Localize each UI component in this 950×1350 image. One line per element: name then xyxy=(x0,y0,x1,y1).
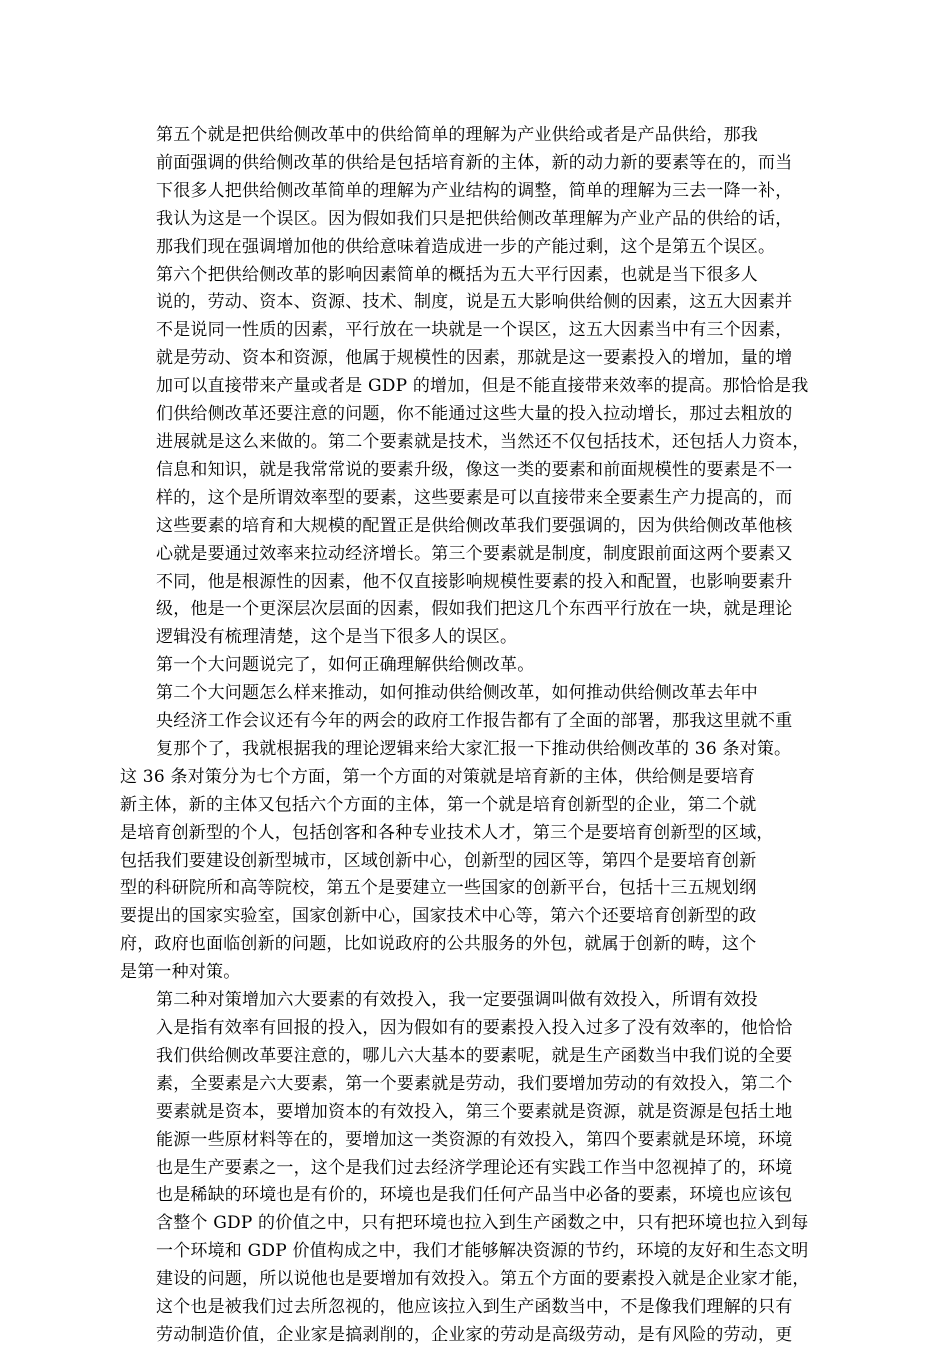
text-line: 府，政府也面临创新的问题，比如说政府的公共服务的外包，就属于创新的畴，这个 xyxy=(120,934,757,955)
text-line: 们供给侧改革还要注意的问题，你不能通过这些大量的投入拉动增长，那过去粗放的 xyxy=(156,404,793,425)
text-line: 这个也是被我们过去所忽视的，他应该拉入到生产函数当中，不是像我们理解的只有 xyxy=(156,1297,793,1318)
text-line: 包括我们要建设创新型城市，区域创新中心，创新型的园区等，第四个是要培育创新 xyxy=(120,850,757,871)
paragraph xyxy=(120,680,835,764)
text-line: 是第一种对策。 xyxy=(120,962,241,983)
text-line: 不是说同一性质的因素，平行放在一块就是一个误区，这五大因素当中有三个因素， xyxy=(156,320,793,341)
text-line: 第二个大问题怎么样来推动，如何推动供给侧改革，如何推动供给侧改革去年中 xyxy=(156,683,758,704)
text-line: 进展就是这么来做的。第二个要素就是技术，当然还不仅包括技术，还包括人力资本， xyxy=(156,431,810,452)
text-line: 入是指有效率有回报的投入，因为假如有的要素投入投入过多了没有效率的，他恰恰 xyxy=(156,1018,793,1038)
text-line: 复那个了，我就根据我的理论逻辑来给大家汇报一下推动供给侧改革的 36 条对策。 xyxy=(156,738,792,759)
text-line: 型的科研院所和高等院校，第五个是要建立一些国家的创新平台，包括十三五规划纲 xyxy=(120,878,757,899)
text-line: 能源一些原材料等在的，要增加这一类资源的有效投入，第四个要素就是环境，环境 xyxy=(156,1129,793,1150)
text-line: 心就是要通过效率来拉动经济增长。第三个要素就是制度，制度跟前面这两个要素又 xyxy=(156,543,793,564)
text-line: 也是生产要素之一，这个是我们过去经济学理论还有实践工作当中忽视掉了的，环境 xyxy=(156,1157,793,1178)
text-line: 不同，他是根源性的因素，他不仅直接影响规模性要素的投入和配置，也影响要素升 xyxy=(156,571,793,592)
text-line: 第六个把供给侧改革的影响因素简单的概括为五大平行因素，也就是当下很多人 xyxy=(156,264,758,285)
paragraph xyxy=(120,987,835,1350)
text-line: 这 36 条对策分为七个方面，第一个方面的对策就是培育新的主体，供给侧是要培育 xyxy=(120,766,756,787)
text-line: 是培育创新型的个人，包括创客和各种专业技术人才，第三个是要培育创新型的区域， xyxy=(120,822,774,843)
text-line: 级，他是一个更深层次层面的因素，假如我们把这几个东西平行放在一块，就是理论 xyxy=(156,599,793,620)
text-line: 逻辑没有梳理清楚，这个是当下很多人的误区。 xyxy=(156,627,518,648)
text-line: 劳动制造价值，企业家是搞剥削的，企业家的劳动是高级劳动，是有风险的劳动，更 xyxy=(156,1324,793,1345)
paragraph xyxy=(120,764,835,987)
paragraph xyxy=(120,122,835,262)
text-line: 第五个就是把供给侧改革中的供给简单的理解为产业供给或者是产品供给，那我 xyxy=(156,125,758,145)
paragraph xyxy=(120,652,835,680)
text-line: 要素就是资本，要增加资本的有效投入，第三个要素就是资源，就是资源是包括土地 xyxy=(156,1101,793,1122)
text-line: 要提出的国家实验室，国家创新中心，国家技术中心等，第六个还要培育创新型的政 xyxy=(120,906,757,927)
text-line: 新主体，新的主体又包括六个方面的主体，第一个就是培育创新型的企业，第二个就 xyxy=(120,794,757,815)
text-line: 下很多人把供给侧改革简单的理解为产业结构的调整，简单的理解为三去一降一补， xyxy=(156,180,793,201)
text-line: 第二种对策增加六大要素的有效投入，我一定要强调叫做有效投入，所谓有效投 xyxy=(156,990,758,1011)
text-line: 含整个 GDP 的价值之中，只有把环境也拉入到生产函数之中，只有把环境也拉入到每 xyxy=(156,1213,809,1234)
text-line: 也是稀缺的环境也是有价的，环境也是我们任何产品当中必备的要素，环境也应该包 xyxy=(156,1185,793,1206)
paragraph xyxy=(120,262,835,653)
text-line: 说的，劳动、资本、资源、技术、制度，说是五大影响供给侧的因素，这五大因素并 xyxy=(156,292,793,313)
text-line: 一个环境和 GDP 价值构成之中，我们才能够解决资源的节约，环境的友好和生态文明 xyxy=(156,1241,809,1262)
text-line: 我们供给侧改革要注意的，哪儿六大基本的要素呢，就是生产函数当中我们说的全要 xyxy=(156,1045,793,1066)
text-line: 第一个大问题说完了，如何正确理解供给侧改革。 xyxy=(156,655,535,676)
text-line: 建设的问题，所以说他也是要增加有效投入。第五个方面的要素投入就是企业家才能， xyxy=(156,1269,810,1290)
text-line: 这些要素的培育和大规模的配置正是供给侧改革我们要强调的，因为供给侧改革他核 xyxy=(156,515,793,536)
document-body xyxy=(120,122,835,1350)
text-line: 前面强调的供给侧改革的供给是包括培育新的主体，新的动力新的要素等在的，而当 xyxy=(156,152,793,173)
text-line: 央经济工作会议还有今年的两会的政府工作报告都有了全面的部署，那我这里就不重 xyxy=(156,711,793,732)
text-line: 我认为这是一个误区。因为假如我们只是把供给侧改革理解为产业产品的供给的话， xyxy=(156,208,793,229)
text-line: 信息和知识，就是我常常说的要素升级，像这一类的要素和前面规模性的要素是不一 xyxy=(156,459,793,480)
text-line: 素，全要素是六大要素，第一个要素就是劳动，我们要增加劳动的有效投入，第二个 xyxy=(156,1073,793,1094)
text-line: 就是劳动、资本和资源，他属于规模性的因素，那就是这一要素投入的增加，量的增 xyxy=(156,348,793,369)
text-line: 加可以直接带来产量或者是 GDP 的增加，但是不能直接带来效率的提高。那恰恰是我 xyxy=(156,376,809,397)
text-line: 样的，这个是所谓效率型的要素，这些要素是可以直接带来全要素生产力提高的，而 xyxy=(156,487,793,508)
text-line: 那我们现在强调增加他的供给意味着造成进一步的产能过剩，这个是第五个误区。 xyxy=(156,236,776,257)
